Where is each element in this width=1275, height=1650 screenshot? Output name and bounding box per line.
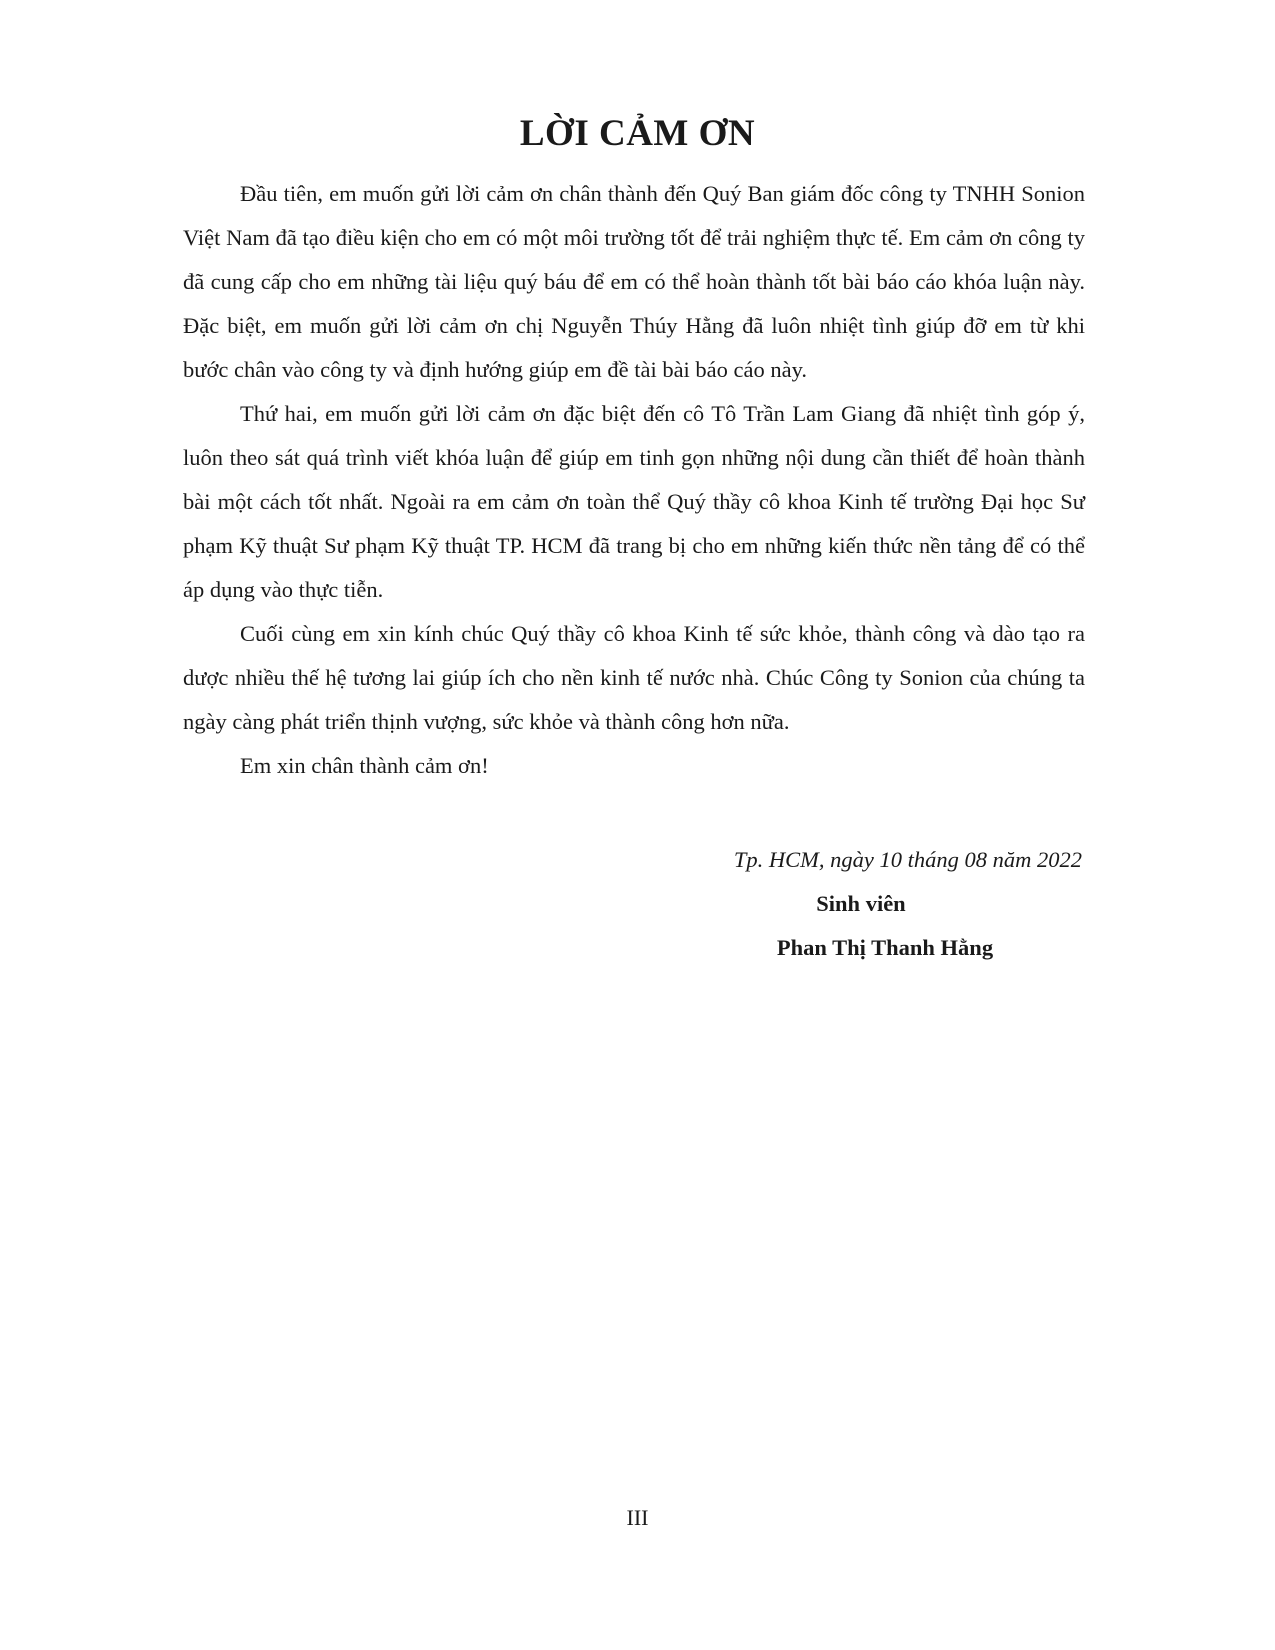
signature-role: Sinh viên [816,891,906,916]
page-title: LỜI CẢM ƠN [519,113,756,154]
acknowledgement-body [183,172,1085,788]
signature-date: Tp. HCM, ngày 10 tháng 08 năm 2022 [733,847,1082,872]
signature-block [680,838,1090,970]
signature-name: Phan Thị Thanh Hằng [776,935,994,960]
paragraph-4: Em xin chân thành cảm ơn! [240,753,489,778]
page-number: III [626,1505,649,1530]
paragraph-3: Cuối cùng em xin kính chúc Quý thầy cô khoa Kinh tế sức khỏe, thành công và dào tạo ra dược nhiều thế hệ tương lai giúp ích cho nền kinh tế nước nhà. Chúc Công ty Sonion của chúng ta ngày càng phát triển thịnh vượng, sức khỏe và thành công hơn nữa. [183,621,1085,734]
paragraph-2: Thứ hai, em muốn gửi lời cảm ơn đặc biệt đến cô Tô Trần Lam Giang đã nhiệt tình góp ý, luôn theo sát quá trình viết khóa luận để giúp em tinh gọn những nội dung cần thiết để hoàn thành bài một cách tốt nhất. Ngoài ra em cảm ơn toàn thể Quý thầy cô khoa Kinh tế trường Đại học Sư phạm Kỹ thuật Sư phạm Kỹ thuật TP. HCM đã trang bị cho em những kiến thức nền tảng để có thể áp dụng vào thực tiễn. [183,401,1085,602]
paragraph-1: Đầu tiên, em muốn gửi lời cảm ơn chân thành đến Quý Ban giám đốc công ty TNHH Sonion Việt Nam đã tạo điều kiện cho em có một môi trường tốt để trải nghiệm thực tế. Em cảm ơn công ty đã cung cấp cho em những tài liệu quý báu để em có thể hoàn thành tốt bài báo cáo khóa luận này. Đặc biệt, em muốn gửi lời cảm ơn chị Nguyễn Thúy Hằng đã luôn nhiệt tình giúp đỡ em từ khi bước chân vào công ty và định hướng giúp em đề tài bài báo cáo này. [183,181,1085,382]
